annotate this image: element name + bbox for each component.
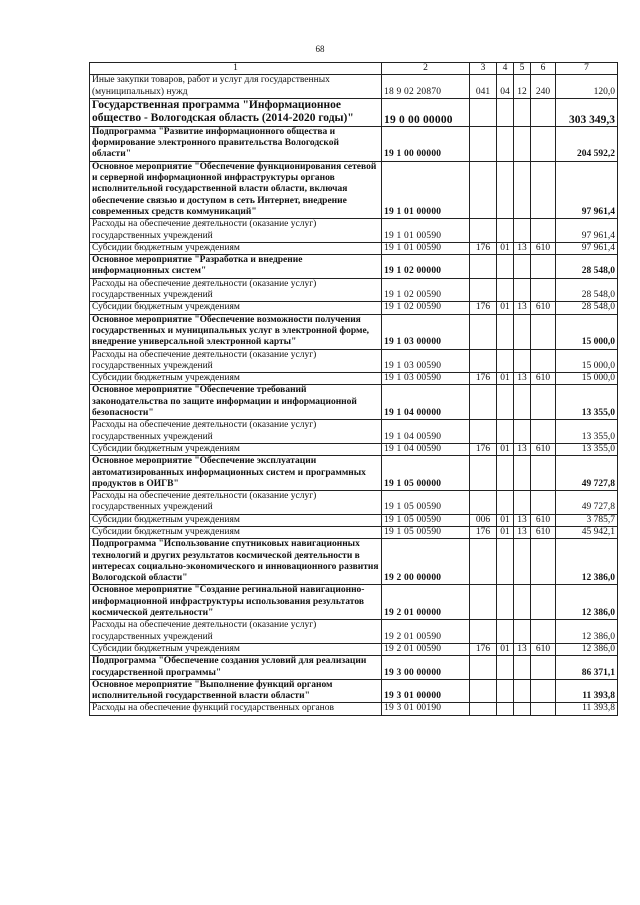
row-col-3: 006	[470, 514, 497, 526]
row-amount: 86 371,1	[556, 656, 618, 680]
row-code: 19 1 02 00590	[382, 302, 470, 314]
row-col-5	[514, 491, 531, 515]
row-col-6	[531, 420, 556, 444]
row-code: 19 1 05 00590	[382, 514, 470, 526]
row-col-5	[514, 679, 531, 703]
table-row	[90, 456, 618, 491]
row-col-5	[514, 255, 531, 279]
row-col-4	[497, 278, 514, 302]
row-code: 19 2 01 00590	[382, 620, 470, 644]
row-col-5: 13	[514, 373, 531, 385]
row-col-5	[514, 349, 531, 373]
row-col-5: 13	[514, 302, 531, 314]
row-amount: 303 349,3	[556, 98, 618, 126]
row-code: 19 1 03 00590	[382, 373, 470, 385]
row-amount: 12 386,0	[556, 620, 618, 644]
row-name: Расходы на обеспечение функций государственных органов	[90, 703, 382, 715]
row-amount: 97 961,4	[556, 219, 618, 243]
row-col-4	[497, 349, 514, 373]
row-name: Расходы на обеспечение деятельности (оказание услуг) государственных учреждений	[90, 491, 382, 515]
header-col-2: 2	[382, 63, 470, 75]
table-row	[90, 349, 618, 373]
row-name: Субсидии бюджетным учреждениям	[90, 242, 382, 254]
row-col-3	[470, 161, 497, 218]
row-amount: 45 942,1	[556, 526, 618, 538]
row-col-6: 610	[531, 443, 556, 455]
row-col-6: 610	[531, 514, 556, 526]
row-amount: 28 548,0	[556, 278, 618, 302]
row-col-5	[514, 278, 531, 302]
row-col-5	[514, 98, 531, 126]
row-col-6	[531, 314, 556, 349]
row-code: 19 1 01 00590	[382, 242, 470, 254]
table-row	[90, 526, 618, 538]
table-row	[90, 385, 618, 420]
row-col-4	[497, 679, 514, 703]
row-code: 19 1 01 00000	[382, 161, 470, 218]
row-col-6	[531, 620, 556, 644]
row-code: 19 2 00 00000	[382, 539, 470, 585]
row-col-3: 041	[470, 75, 497, 99]
row-col-6	[531, 349, 556, 373]
row-name: Иные закупки товаров, работ и услуг для государственных (муниципальных) нужд	[90, 75, 382, 99]
row-col-6: 240	[531, 75, 556, 99]
row-col-4	[497, 98, 514, 126]
table-body	[90, 63, 618, 716]
row-code: 19 3 00 00000	[382, 656, 470, 680]
row-amount: 13 355,0	[556, 443, 618, 455]
table-row	[90, 443, 618, 455]
row-col-5	[514, 219, 531, 243]
table-row	[90, 126, 618, 161]
row-col-3	[470, 126, 497, 161]
row-col-3	[470, 491, 497, 515]
table-row	[90, 278, 618, 302]
row-col-4: 01	[497, 302, 514, 314]
row-amount: 3 785,7	[556, 514, 618, 526]
row-col-4	[497, 539, 514, 585]
row-name: Субсидии бюджетным учреждениям	[90, 302, 382, 314]
row-amount: 49 727,8	[556, 491, 618, 515]
row-col-4: 01	[497, 526, 514, 538]
row-name: Подпрограмма "Развитие информационного общества и формирование электронного правительства Вологодской области"	[90, 126, 382, 161]
row-col-4	[497, 656, 514, 680]
row-amount: 49 727,8	[556, 456, 618, 491]
header-col-1: 1	[90, 63, 382, 75]
row-col-6	[531, 98, 556, 126]
row-code: 19 1 05 00000	[382, 456, 470, 491]
row-col-4: 01	[497, 443, 514, 455]
row-col-3: 176	[470, 526, 497, 538]
row-amount: 15 000,0	[556, 314, 618, 349]
row-code: 19 3 01 00190	[382, 703, 470, 715]
row-col-3	[470, 314, 497, 349]
row-name: Субсидии бюджетным учреждениям	[90, 373, 382, 385]
row-col-3	[470, 349, 497, 373]
row-amount: 11 393,8	[556, 703, 618, 715]
row-col-3	[470, 679, 497, 703]
row-col-5: 13	[514, 526, 531, 538]
row-name: Основное мероприятие "Выполнение функций органом исполнительной государственной власти области"	[90, 679, 382, 703]
row-code: 19 2 01 00590	[382, 643, 470, 655]
row-col-4	[497, 219, 514, 243]
table-row	[90, 302, 618, 314]
row-col-5: 13	[514, 443, 531, 455]
row-code: 19 1 03 00590	[382, 349, 470, 373]
table-row	[90, 585, 618, 620]
header-col-4: 4	[497, 63, 514, 75]
row-col-4	[497, 161, 514, 218]
row-amount: 97 961,4	[556, 242, 618, 254]
row-col-6	[531, 161, 556, 218]
table-row	[90, 98, 618, 126]
row-col-4: 01	[497, 242, 514, 254]
row-col-5	[514, 656, 531, 680]
row-col-3	[470, 255, 497, 279]
table-row	[90, 703, 618, 715]
row-amount: 15 000,0	[556, 373, 618, 385]
row-col-3	[470, 219, 497, 243]
row-col-4	[497, 420, 514, 444]
row-code: 19 1 01 00590	[382, 219, 470, 243]
row-name: Основное мероприятие "Обеспечение требований законодательства по защите информации и информационной безопасности"	[90, 385, 382, 420]
row-amount: 120,0	[556, 75, 618, 99]
row-amount: 28 548,0	[556, 255, 618, 279]
table-row	[90, 75, 618, 99]
row-code: 19 0 00 00000	[382, 98, 470, 126]
row-name: Основное мероприятие "Создание регинальной навигационно-информационной инфраструктуры использования результатов космической деятельности"	[90, 585, 382, 620]
table-row	[90, 373, 618, 385]
table-row	[90, 491, 618, 515]
row-col-5: 13	[514, 514, 531, 526]
row-col-6: 610	[531, 526, 556, 538]
row-col-4: 01	[497, 643, 514, 655]
row-name: Расходы на обеспечение деятельности (оказание услуг) государственных учреждений	[90, 278, 382, 302]
row-col-5	[514, 420, 531, 444]
row-amount: 12 386,0	[556, 643, 618, 655]
row-col-3: 176	[470, 443, 497, 455]
row-amount: 13 355,0	[556, 420, 618, 444]
row-col-6	[531, 385, 556, 420]
row-col-4	[497, 703, 514, 715]
row-name: Субсидии бюджетным учреждениям	[90, 514, 382, 526]
row-name: Основное мероприятие "Обеспечение возможности получения государственных и муниципальных услуг в электронной форме, внедрение универсальной электронной карты"	[90, 314, 382, 349]
row-code: 19 1 02 00590	[382, 278, 470, 302]
row-col-5: 13	[514, 242, 531, 254]
row-amount: 97 961,4	[556, 161, 618, 218]
row-name: Государственная программа "Информационное общество - Вологодская область (2014-2020 годы)"	[90, 98, 382, 126]
table-row	[90, 161, 618, 218]
row-col-3	[470, 278, 497, 302]
table-row	[90, 514, 618, 526]
row-col-6: 610	[531, 373, 556, 385]
row-code: 19 1 04 00590	[382, 420, 470, 444]
table-row	[90, 219, 618, 243]
row-amount: 204 592,2	[556, 126, 618, 161]
row-col-4	[497, 491, 514, 515]
row-code: 19 1 05 00590	[382, 526, 470, 538]
row-col-3	[470, 98, 497, 126]
row-col-4	[497, 620, 514, 644]
row-col-5	[514, 620, 531, 644]
header-col-5: 5	[514, 63, 531, 75]
row-name: Расходы на обеспечение деятельности (оказание услуг) государственных учреждений	[90, 349, 382, 373]
table-row	[90, 314, 618, 349]
row-col-6	[531, 703, 556, 715]
budget-table	[89, 62, 618, 716]
row-col-4: 01	[497, 373, 514, 385]
row-name: Субсидии бюджетным учреждениям	[90, 526, 382, 538]
row-col-6	[531, 585, 556, 620]
row-col-3: 176	[470, 373, 497, 385]
row-name: Основное мероприятие "Обеспечение эксплуатации автоматизированных информационных систем и программных продуктов в ОИГВ"	[90, 456, 382, 491]
row-col-6: 610	[531, 643, 556, 655]
row-amount: 11 393,8	[556, 679, 618, 703]
row-col-5: 13	[514, 643, 531, 655]
row-col-3: 176	[470, 643, 497, 655]
row-col-3	[470, 656, 497, 680]
row-col-3	[470, 420, 497, 444]
row-col-4	[497, 126, 514, 161]
row-col-4	[497, 255, 514, 279]
row-col-4	[497, 456, 514, 491]
table-header-row	[90, 63, 618, 75]
row-code: 19 2 01 00000	[382, 585, 470, 620]
row-col-6: 610	[531, 242, 556, 254]
row-col-3: 176	[470, 242, 497, 254]
row-name: Подпрограмма "Обеспечение создания условий для реализации государственной программы"	[90, 656, 382, 680]
row-col-6	[531, 255, 556, 279]
table-row	[90, 242, 618, 254]
row-amount: 15 000,0	[556, 349, 618, 373]
row-col-5	[514, 456, 531, 491]
row-col-5	[514, 703, 531, 715]
header-col-3: 3	[470, 63, 497, 75]
row-col-4: 01	[497, 514, 514, 526]
row-amount: 28 548,0	[556, 302, 618, 314]
row-code: 19 1 00 00000	[382, 126, 470, 161]
row-col-5	[514, 585, 531, 620]
row-name: Подпрограмма "Использование спутниковых навигационных технологий и других результатов космической деятельности в интересах социально-экономического и инновационного развития Вологодской области"	[90, 539, 382, 585]
row-col-6	[531, 278, 556, 302]
row-name: Основное мероприятие "Обеспечение функционирования сетевой и серверной информационной инфраструктуры органов исполнительной государственной власти области, включая обеспечение связью и доступом в сеть Интернет, внедрение современных средств коммуникаций"	[90, 161, 382, 218]
row-col-6	[531, 491, 556, 515]
table-row	[90, 620, 618, 644]
table-row	[90, 420, 618, 444]
row-col-5	[514, 161, 531, 218]
row-code: 19 1 04 00000	[382, 385, 470, 420]
row-name: Субсидии бюджетным учреждениям	[90, 443, 382, 455]
row-col-3	[470, 703, 497, 715]
row-col-6	[531, 656, 556, 680]
row-name: Основное мероприятие "Разработка и внедрение информационных систем"	[90, 255, 382, 279]
row-amount: 13 355,0	[556, 385, 618, 420]
row-col-5	[514, 385, 531, 420]
table-row	[90, 539, 618, 585]
table-row	[90, 656, 618, 680]
row-col-5	[514, 126, 531, 161]
header-col-7: 7	[556, 63, 618, 75]
row-col-6: 610	[531, 302, 556, 314]
row-col-5	[514, 314, 531, 349]
row-code: 19 1 02 00000	[382, 255, 470, 279]
page-number: 68	[315, 44, 325, 54]
row-name: Расходы на обеспечение деятельности (оказание услуг) государственных учреждений	[90, 219, 382, 243]
row-col-6	[531, 219, 556, 243]
row-col-4: 04	[497, 75, 514, 99]
row-col-6	[531, 456, 556, 491]
row-col-5	[514, 539, 531, 585]
row-name: Расходы на обеспечение деятельности (оказание услуг) государственных учреждений	[90, 620, 382, 644]
row-col-5: 12	[514, 75, 531, 99]
row-col-6	[531, 126, 556, 161]
row-name: Расходы на обеспечение деятельности (оказание услуг) государственных учреждений	[90, 420, 382, 444]
row-col-6	[531, 539, 556, 585]
table-row	[90, 643, 618, 655]
row-amount: 12 386,0	[556, 585, 618, 620]
row-code: 19 1 03 00000	[382, 314, 470, 349]
row-col-4	[497, 585, 514, 620]
row-col-3	[470, 456, 497, 491]
table-row	[90, 679, 618, 703]
row-code: 19 1 04 00590	[382, 443, 470, 455]
row-col-4	[497, 314, 514, 349]
row-code: 19 3 01 00000	[382, 679, 470, 703]
row-col-3	[470, 620, 497, 644]
row-col-4	[497, 385, 514, 420]
row-col-6	[531, 679, 556, 703]
header-col-6: 6	[531, 63, 556, 75]
row-col-3	[470, 539, 497, 585]
row-name: Субсидии бюджетным учреждениям	[90, 643, 382, 655]
row-amount: 12 386,0	[556, 539, 618, 585]
row-col-3	[470, 385, 497, 420]
row-col-3	[470, 585, 497, 620]
table-row	[90, 255, 618, 279]
row-code: 19 1 05 00590	[382, 491, 470, 515]
row-col-3: 176	[470, 302, 497, 314]
row-code: 18 9 02 20870	[382, 75, 470, 99]
